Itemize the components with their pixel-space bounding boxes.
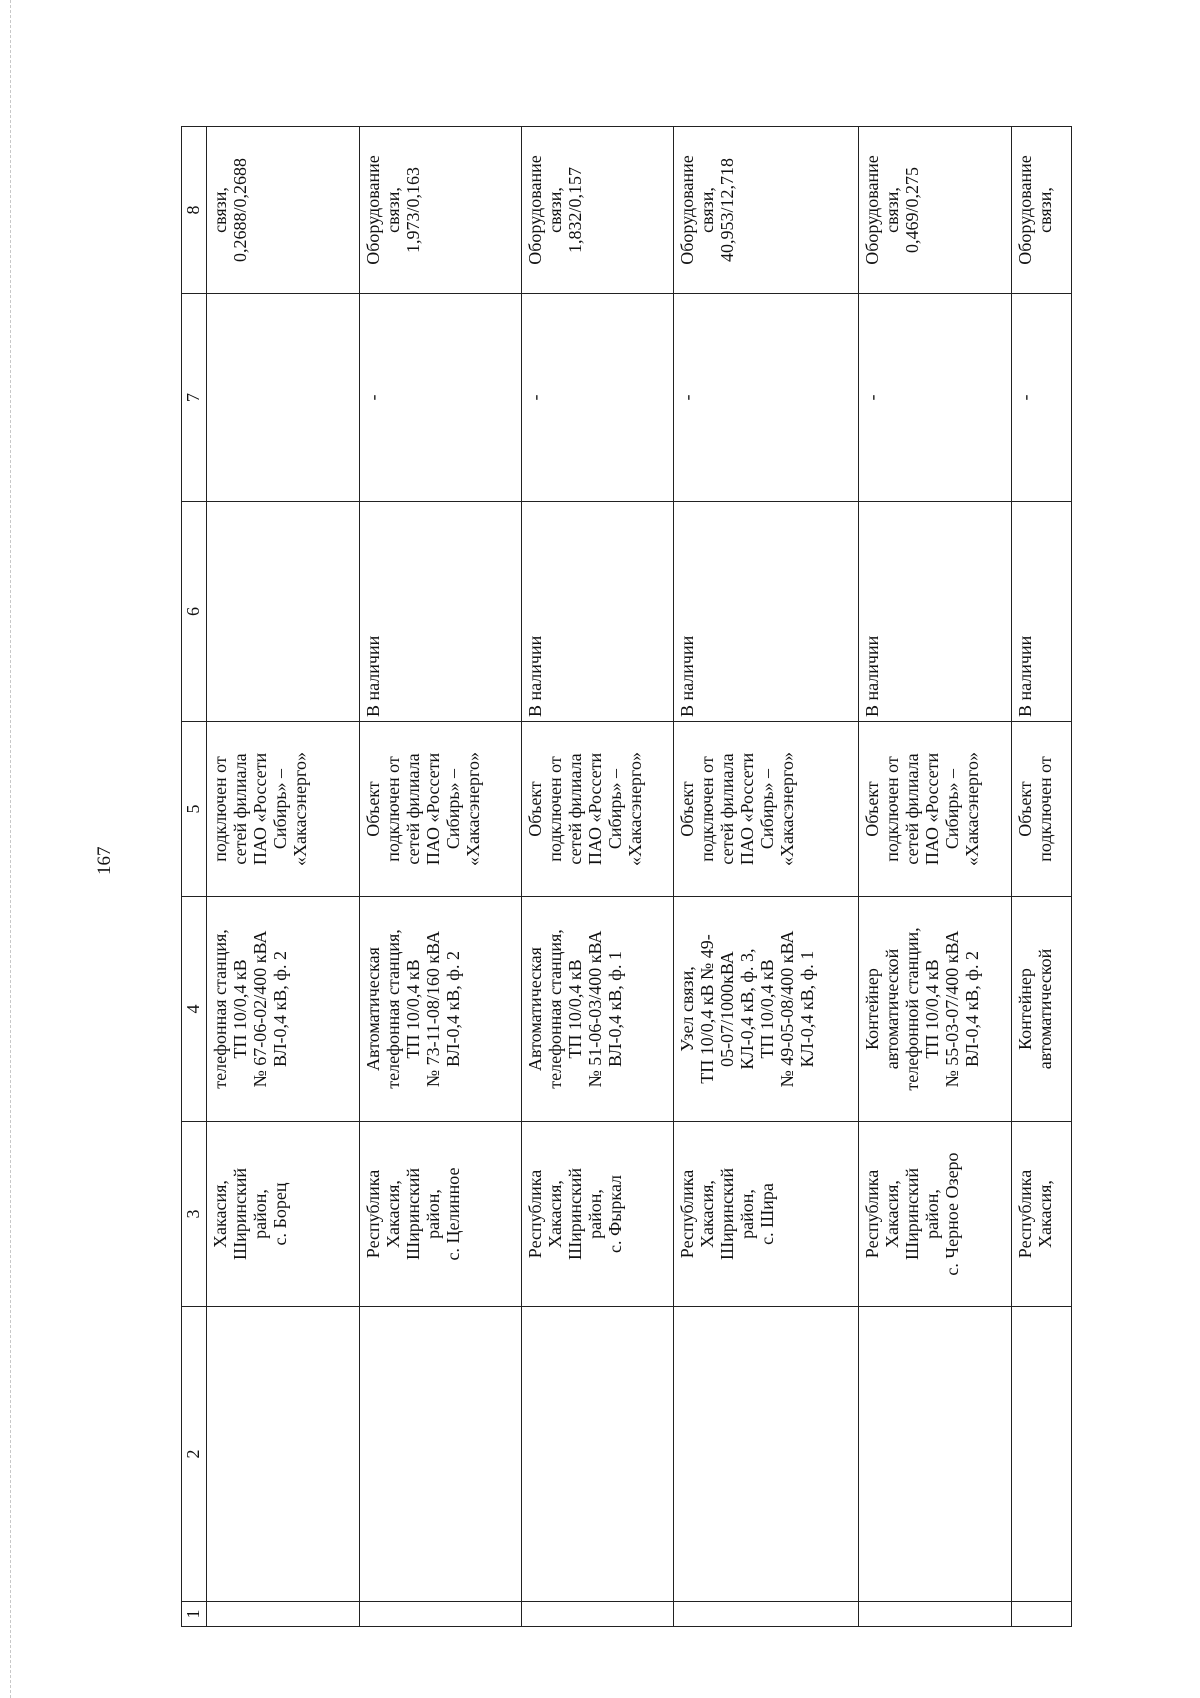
table-row <box>674 127 859 1627</box>
cell-number <box>859 1602 1012 1627</box>
cell-availability: В наличии <box>859 502 1012 722</box>
cell-number <box>360 1602 522 1627</box>
cell-power-source: Контейнер автоматической <box>1012 897 1072 1122</box>
cell-col7: - <box>674 294 859 502</box>
cell-name <box>207 1307 360 1602</box>
cell-equipment: Оборудование связи, 1,832/0,157 <box>522 127 674 294</box>
cell-name <box>859 1307 1012 1602</box>
cell-col7: - <box>360 294 522 502</box>
header-cell-6: 6 <box>182 502 207 722</box>
cell-equipment: Оборудование связи, 0,469/0,275 <box>859 127 1012 294</box>
header-cell-1: 1 <box>182 1602 207 1627</box>
cell-connection: Объект подключен от сетей филиала ПАО «Россети Сибирь» – «Хакасэнерго» <box>859 722 1012 897</box>
rotated-table-container <box>181 127 1093 1627</box>
cell-availability: В наличии <box>674 502 859 722</box>
cell-availability: В наличии <box>360 502 522 722</box>
cell-name <box>1012 1307 1072 1602</box>
cell-power-source: телефонная станция, ТП 10/0,4 кВ № 67-06-02/400 кВА ВЛ-0,4 кВ, ф. 2 <box>207 897 360 1122</box>
cell-address: Республика Хакасия, Ширинский район, с. Черное Озеро <box>859 1122 1012 1307</box>
header-row <box>182 127 207 1627</box>
cell-connection: Объект подключен от сетей филиала ПАО «Россети Сибирь» – «Хакасэнерго» <box>674 722 859 897</box>
cell-connection: Объект подключен от сетей филиала ПАО «Россети Сибирь» – «Хакасэнерго» <box>360 722 522 897</box>
cell-name <box>522 1307 674 1602</box>
scan-edge <box>0 0 11 1698</box>
cell-number <box>1012 1602 1072 1627</box>
cell-power-source: Автоматическая телефонная станция, ТП 10/0,4 кВ № 51-06-03/400 кВА ВЛ-0,4 кВ, ф. 1 <box>522 897 674 1122</box>
header-cell-4: 4 <box>182 897 207 1122</box>
cell-col7 <box>207 294 360 502</box>
header-cell-2: 2 <box>182 1307 207 1602</box>
cell-number <box>674 1602 859 1627</box>
page-number: 167 <box>94 846 115 875</box>
data-table <box>181 126 1072 1627</box>
cell-col7: - <box>522 294 674 502</box>
cell-address: Республика Хакасия, <box>1012 1122 1072 1307</box>
cell-col7: - <box>859 294 1012 502</box>
cell-number <box>207 1602 360 1627</box>
cell-connection: Объект подключен от <box>1012 722 1072 897</box>
table-body <box>207 127 1072 1627</box>
cell-number <box>522 1602 674 1627</box>
cell-equipment: Оборудование связи, <box>1012 127 1072 294</box>
header-cell-8: 8 <box>182 127 207 294</box>
table-row <box>360 127 522 1627</box>
header-cell-5: 5 <box>182 722 207 897</box>
cell-connection: Объект подключен от сетей филиала ПАО «Россети Сибирь» – «Хакасэнерго» <box>522 722 674 897</box>
cell-col7: - <box>1012 294 1072 502</box>
table-row <box>1012 127 1072 1627</box>
cell-address: Республика Хакасия, Ширинский район, с. Фыркал <box>522 1122 674 1307</box>
table-row <box>859 127 1012 1627</box>
table-row <box>522 127 674 1627</box>
cell-power-source: Автоматическая телефонная станция, ТП 10/0,4 кВ № 73-11-08/160 кВА ВЛ-0,4 кВ, ф. 2 <box>360 897 522 1122</box>
cell-power-source: Контейнер автоматической телефонной станции, ТП 10/0,4 кВ № 55-03-07/400 кВА ВЛ-0,4 кВ, ф. 2 <box>859 897 1012 1122</box>
table-row <box>207 127 360 1627</box>
cell-name <box>674 1307 859 1602</box>
cell-equipment: связи, 0,2688/0,2688 <box>207 127 360 294</box>
cell-equipment: Оборудование связи, 1,973/0,163 <box>360 127 522 294</box>
cell-connection: подключен от сетей филиала ПАО «Россети Сибирь» – «Хакасэнерго» <box>207 722 360 897</box>
cell-equipment: Оборудование связи, 40,953/12,718 <box>674 127 859 294</box>
cell-address: Республика Хакасия, Ширинский район, с. Шира <box>674 1122 859 1307</box>
cell-availability: В наличии <box>1012 502 1072 722</box>
cell-address: Республика Хакасия, Ширинский район, с. Целинное <box>360 1122 522 1307</box>
cell-availability: В наличии <box>522 502 674 722</box>
cell-name <box>360 1307 522 1602</box>
header-cell-3: 3 <box>182 1122 207 1307</box>
cell-power-source: Узел связи, ТП 10/0,4 кВ № 49- 05-07/1000кВА КЛ-0,4 кВ, ф. 3, ТП 10/0,4 кВ № 49-05-08/400 кВА КЛ-0,4 кВ, ф. 1 <box>674 897 859 1122</box>
header-cell-7: 7 <box>182 294 207 502</box>
cell-availability <box>207 502 360 722</box>
cell-address: Хакасия, Ширинский район, с. Борец <box>207 1122 360 1307</box>
